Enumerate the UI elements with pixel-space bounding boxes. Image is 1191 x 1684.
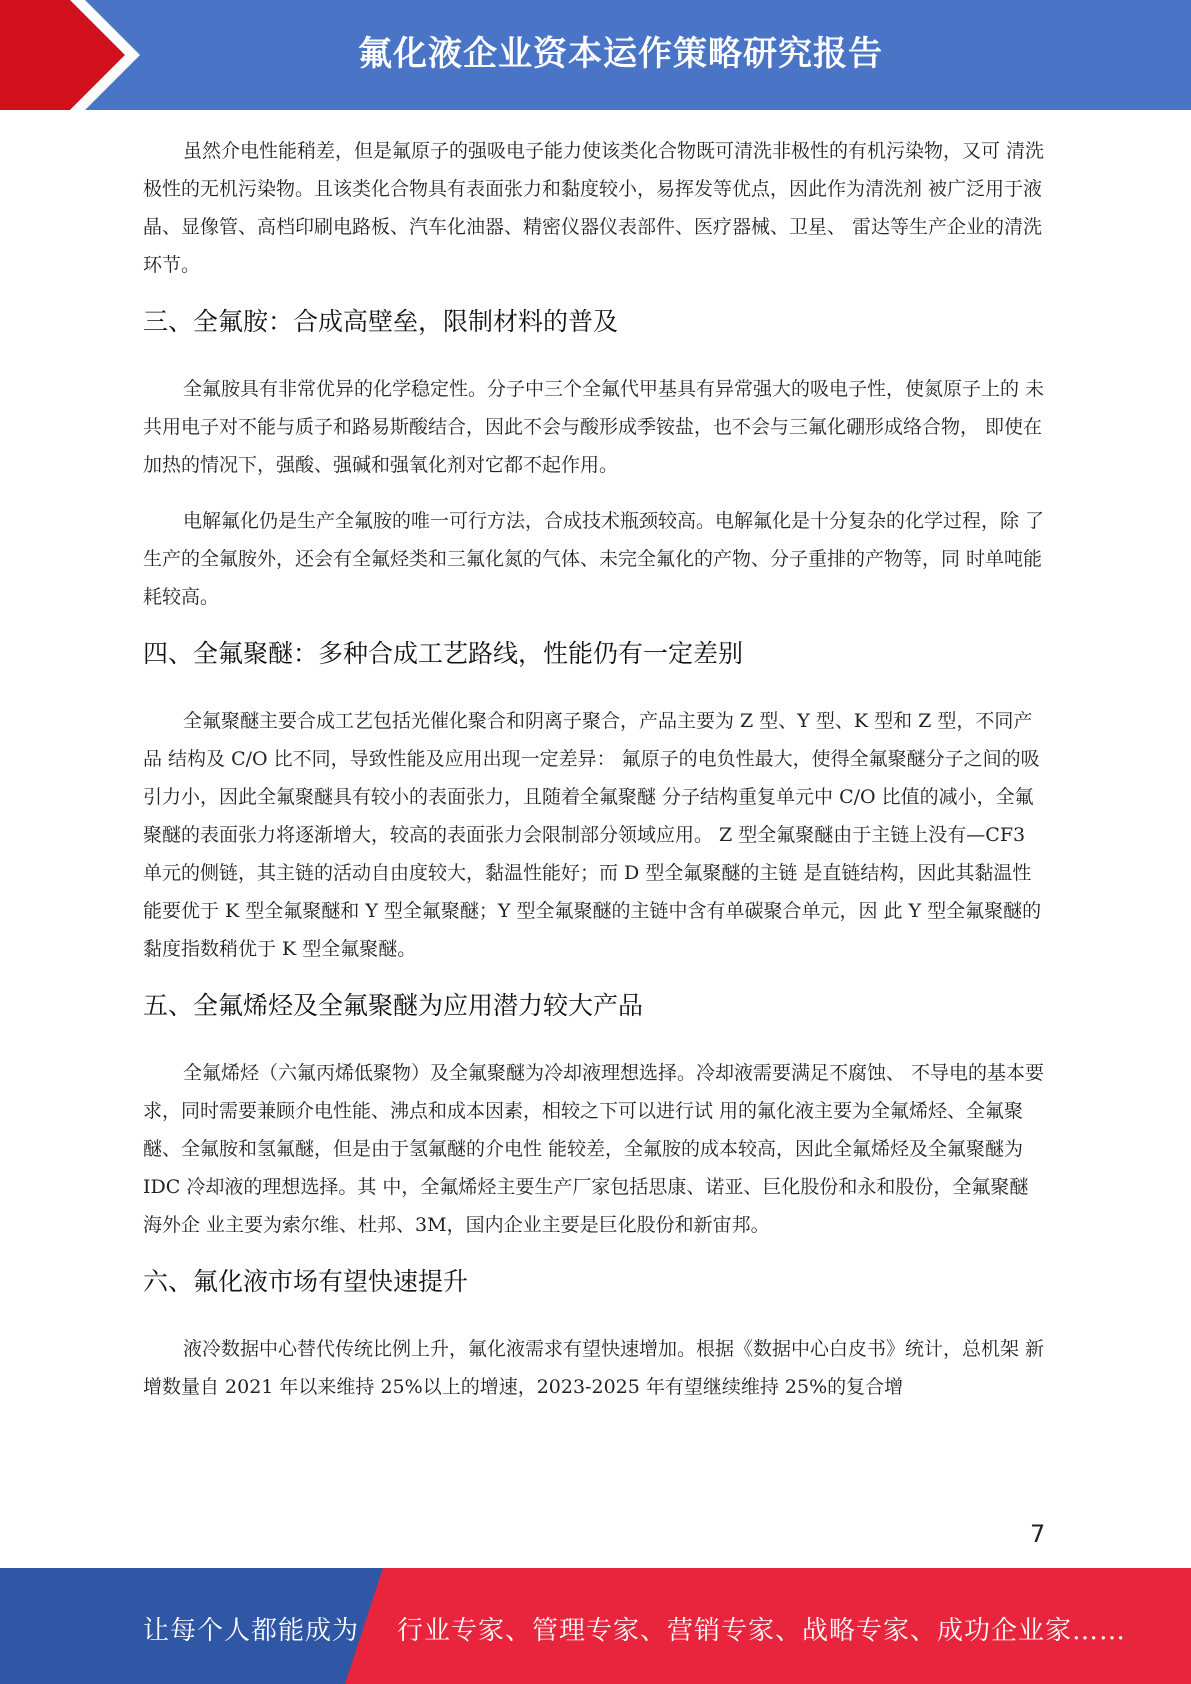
section-heading: 四、全氟聚醚：多种合成工艺路线，性能仍有一定差别 (143, 639, 744, 668)
footer-slogan-right: 行业专家、管理专家、营销专家、战略专家、成功企业家…… (397, 1616, 1127, 1646)
section-heading: 三、全氟胺：合成高壁垒，限制材料的普及 (143, 307, 619, 336)
paragraph: 全氟烯烃（六氟丙烯低聚物）及全氟聚醚为冷却液理想选择。冷却液需要满足不腐蚀、 不导电的基本要求，同时需要兼顾介电性能、沸点和成本因素，相较之下可以进行试 用的氟化液主要为全氟烯烃、全氟聚醚、全氟胺和氢氟醚，但是由于氢氟醚的介电性 能较差，全氟胺的成本较高，因此全氟烯烃及全氟聚醚为 IDC 冷却液的理想选择。其 中，全氟烯烃主要生产厂家包括思康、诺亚、巨化股份和永和股份，全氟聚醚海外企 业主要为索尔维、杜邦、3M，国内企业主要是巨化股份和新宙邦。 (143, 1062, 1045, 1236)
paragraph: 液冷数据中心替代传统比例上升，氟化液需求有望快速增加。根据《数据中心白皮书》统计，总机架 新增数量自 2021 年以来维持 25%以上的增速，2023-2025 年有望继续维持 25%的复合增 (143, 1338, 1045, 1398)
paragraph: 全氟聚醚主要合成工艺包括光催化聚合和阴离子聚合，产品主要为 Z 型、Y 型、K 型和 Z 型，不同产品 结构及 C/O 比不同，导致性能及应用出现一定差异： 氟原子的电负性最大，使得全氟聚醚分子之间的吸引力小，因此全氟聚醚具有较小的表面张力，且随着全氟聚醚 分子结构重复单元中 C/O 比值的减小，全氟聚醚的表面张力将逐渐增大，较高的表面张力会限制部分领域应用。 Z 型全氟聚醚由于主链上没有—CF3 单元的侧链，其主链的活动自由度较大，黏温性能好；而 D 型全氟聚醚的主链 是直链结构，因此其黏温性能要优于 K 型全氟聚醚和 Y 型全氟聚醚；Y 型全氟聚醚的主链中含有单碳聚合单元，因 此 Y 型全氟聚醚的黏度指数稍优于 K 型全氟聚醚。 (143, 710, 1042, 960)
body-content (143, 132, 1046, 1406)
page-header (0, 0, 1191, 110)
document-title: 氟化液企业资本运作策略研究报告 (358, 34, 883, 74)
section-heading: 六、氟化液市场有望快速提升 (143, 1267, 469, 1296)
paragraph: 全氟胺具有非常优异的化学稳定性。分子中三个全氟代甲基具有异常强大的吸电子性，使氮原子上的 未共用电子对不能与质子和路易斯酸结合，因此不会与酸形成季铵盐，也不会与三氟化硼形成络合物， 即使在加热的情况下，强酸、强碱和强氧化剂对它都不起作用。 (143, 378, 1045, 476)
section-heading: 五、全氟烯烃及全氟聚醚为应用潜力较大产品 (143, 991, 644, 1020)
paragraph: 电解氟化仍是生产全氟胺的唯一可行方法，合成技术瓶颈较高。电解氟化是十分复杂的化学过程，除 了生产的全氟胺外，还会有全氟烃类和三氟化氮的气体、未完全氟化的产物、分子重排的产物等，同 时单吨能耗较高。 (143, 510, 1045, 608)
page-footer (0, 1568, 1191, 1684)
page-number: 7 (1030, 1520, 1046, 1548)
paragraph: 虽然介电性能稍差，但是氟原子的强吸电子能力使该类化合物既可清洗非极性的有机污染物，又可 清洗极性的无机污染物。且该类化合物具有表面张力和黏度较小，易挥发等优点，因此作为清洗剂 被广泛用于液晶、显像管、高档印刷电路板、汽车化油器、精密仪器仪表部件、医疗器械、卫星、 雷达等生产企业的清洗环节。 (143, 140, 1045, 276)
footer-slogan-left: 让每个人都能成为 (143, 1616, 360, 1646)
